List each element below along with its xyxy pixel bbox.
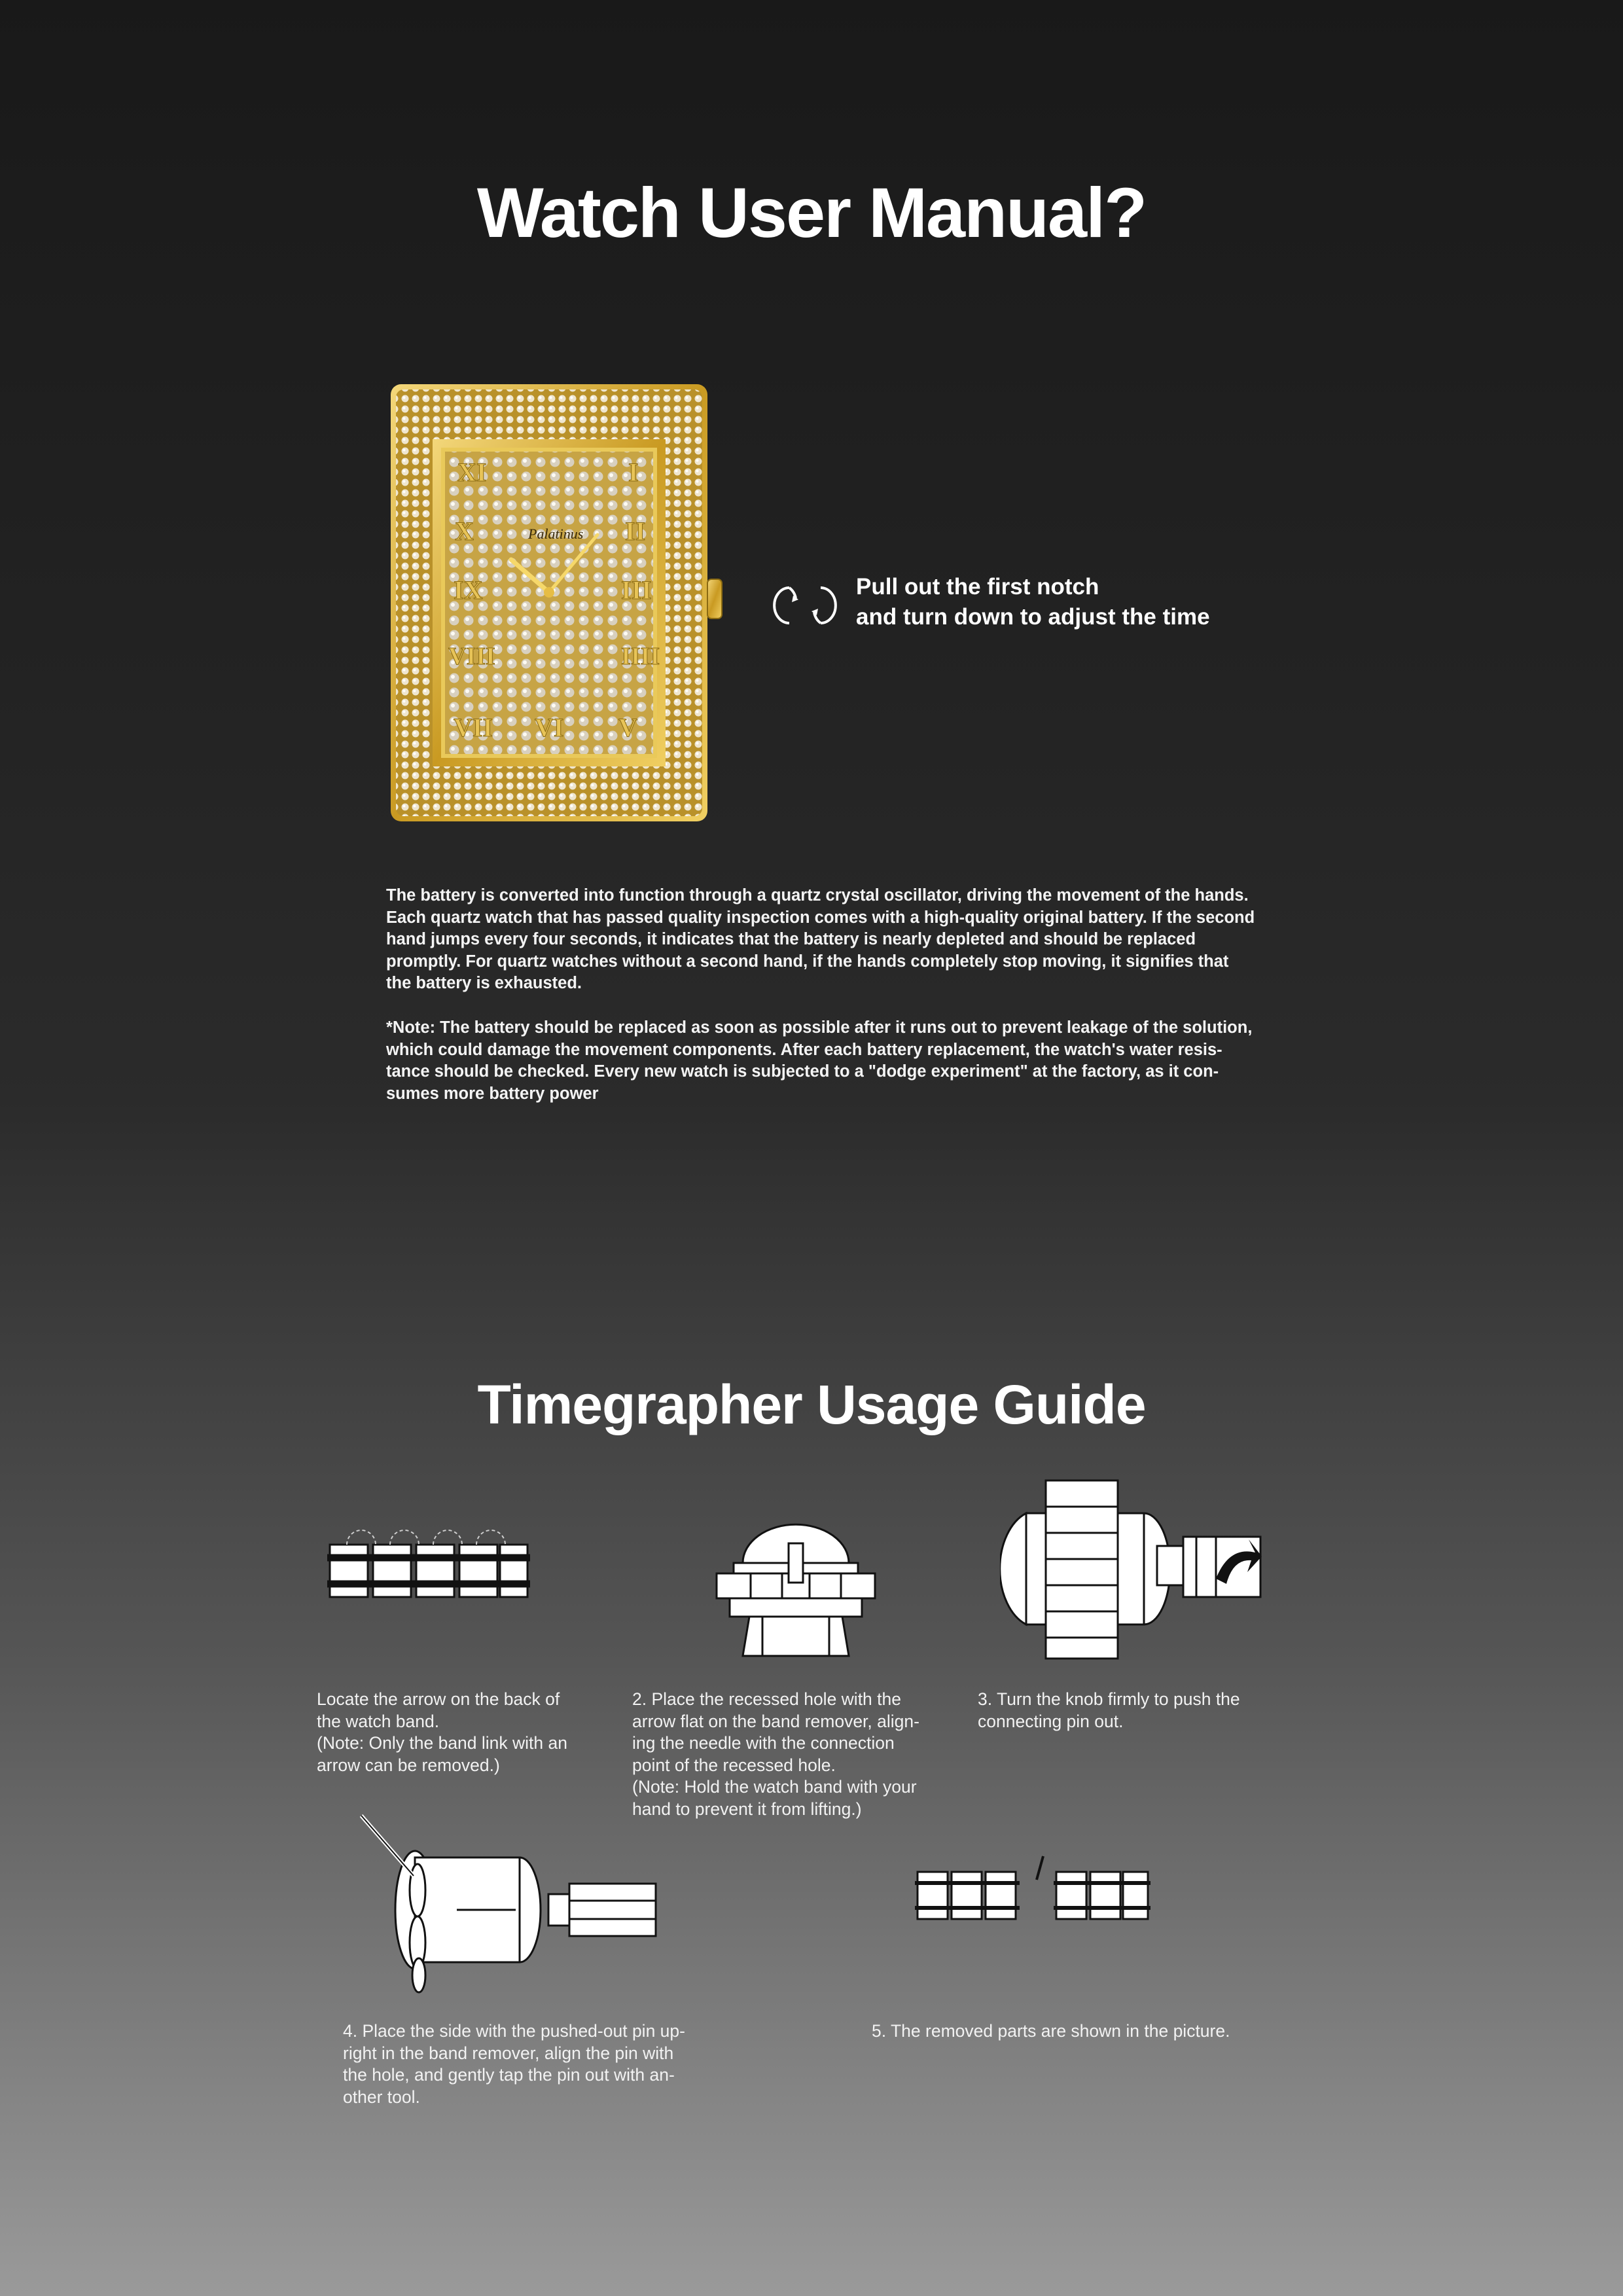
step-1-text: Locate the arrow on the back of the watch band. (Note: Only the band link with an arrow can be removed.) — [317, 1689, 567, 1775]
numeral-i: I — [628, 457, 639, 487]
numeral-ix: IX — [454, 575, 483, 605]
watch-image — [389, 383, 723, 823]
numeral-vi: VI — [535, 713, 564, 742]
numeral-v: V — [618, 713, 637, 742]
battery-note: *Note: The battery should be replaced as soon as possible after it runs out to prevent leakage of the solution, which could damage the movement components. After each battery replacement, the watch's water resis- tance should be checked. Every new watch is subjected to a "dodge experiment" at the factory, as it con- sumes more battery power — [386, 1018, 1253, 1103]
numeral-x: X — [455, 516, 474, 546]
step-5-text: 5. The removed parts are shown in the picture. — [872, 2021, 1230, 2041]
numeral-xi: XI — [457, 457, 487, 487]
numeral-vii: VII — [454, 713, 493, 742]
page-title: Watch User Manual? — [476, 173, 1147, 252]
guide-title: Timegrapher Usage Guide — [477, 1374, 1146, 1435]
numeral-iiii: IIII — [621, 643, 660, 670]
band-links-icon — [327, 1518, 530, 1607]
step-4-text: 4. Place the side with the pushed-out pin up- right in the band remover, align the pin with the hole, and gently tap the pin out with an- other tool. — [343, 2021, 685, 2107]
turn-knob-icon — [1000, 1474, 1263, 1665]
step-2-text: 2. Place the recessed hole with the arrow flat on the band remover, align- ing the needle with the connection point of the recessed hole. (Note: Hold the watch band with your hand to prevent it from lifting.) — [632, 1689, 919, 1819]
crown-instruction: Pull out the first notch and turn down to adjust the time — [856, 574, 1210, 630]
brand-script: Palatinus — [528, 526, 584, 542]
numeral-iii: III — [621, 575, 652, 605]
numeral-viii: VIII — [448, 643, 495, 670]
numeral-ii: II — [625, 516, 646, 546]
band-remover-icon — [710, 1517, 882, 1660]
battery-paragraph: The battery is converted into function through a quartz crystal oscillator, driving the movement of the hands. Each quartz watch that has passed quality inspection comes with a high-quality original battery. If the second hand jumps every four seconds, it indicates that the battery is nearly depleted and should be replaced promptly. For quartz watches without a second hand, if the hands completely stop moving, it signifies that the battery is exhausted. — [386, 886, 1255, 992]
tap-pin-icon — [359, 1812, 660, 1996]
removed-parts-icon — [915, 1852, 1150, 1924]
step-3-text: 3. Turn the knob firmly to push the connecting pin out. — [978, 1689, 1240, 1731]
rotate-arrows-icon — [770, 581, 840, 630]
